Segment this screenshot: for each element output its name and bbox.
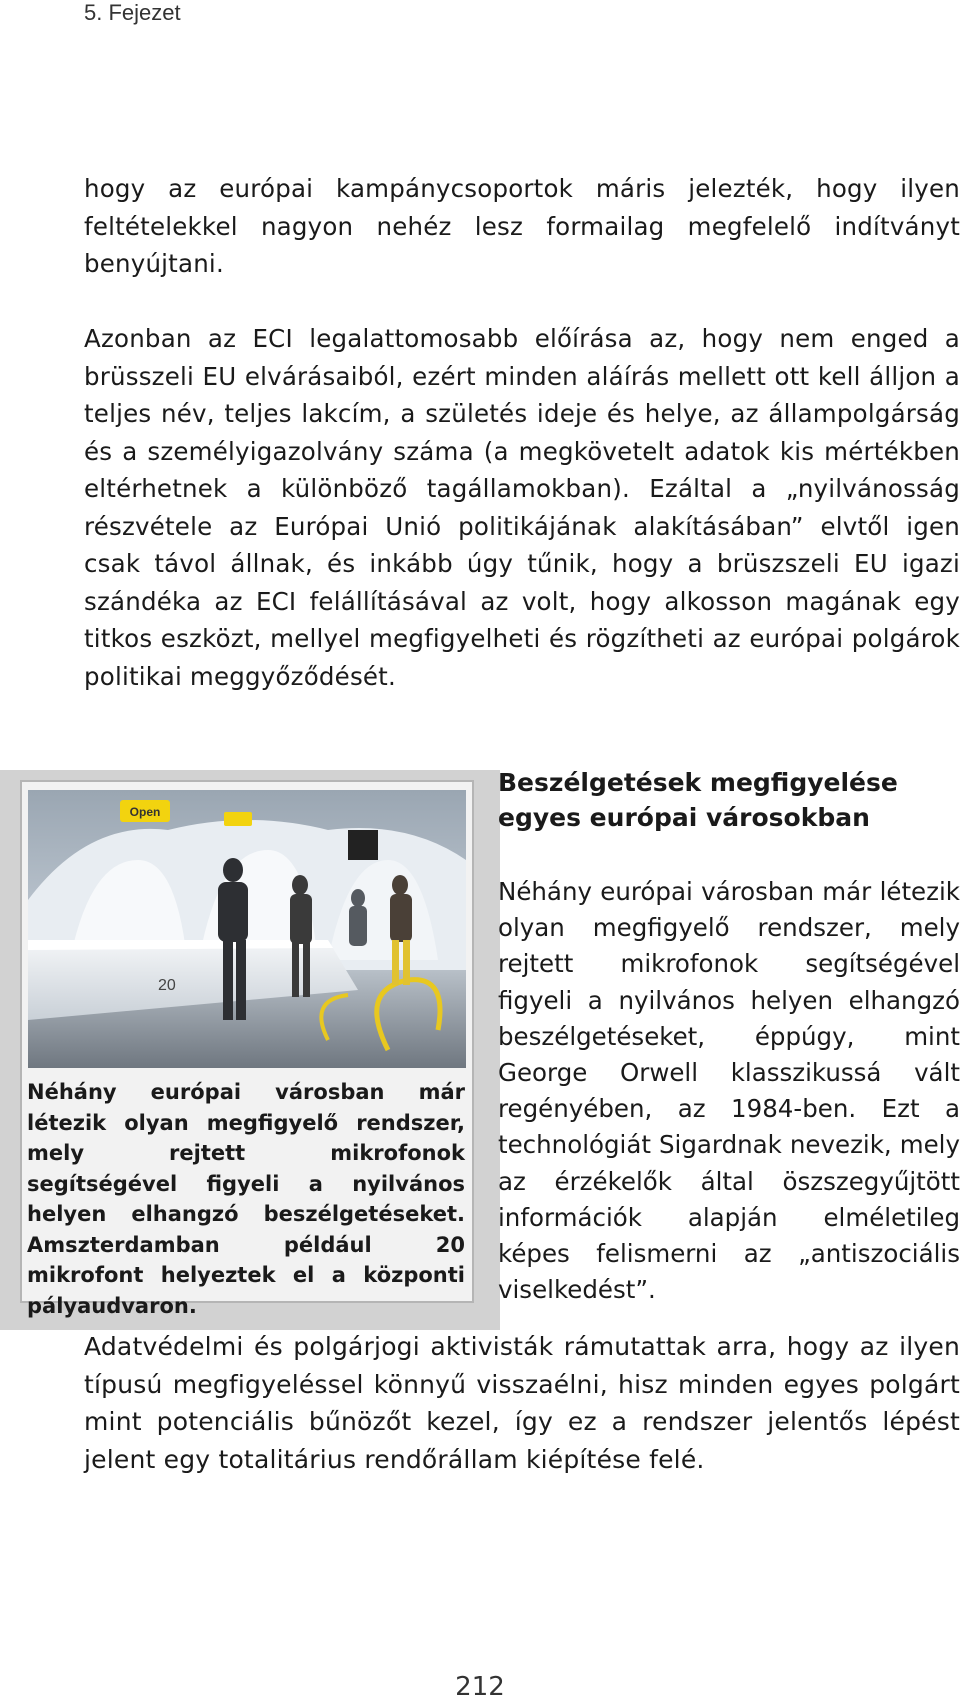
figure-box <box>20 780 474 1318</box>
body-paragraph-2: Azonban az ECI legalattomosabb előírása az, hogy nem enged a brüsszeli EU elvárásaiból, ezért minden aláírás mellett ott kell álljon a teljes név, teljes lakcím, a születés ideje és helye, az állampolgárság és a személyigazolvány száma (a megkövetelt adatok kis mértékben eltérhetnek a különböző tagállamokban). Ezáltal a „nyilvánosság részvétele az Európai Unió politikájának alakításában” elvtől igen csak távol állnak, és inkább úgy tűnik, hogy a brüszszeli EU igazi szándéka az ECI felállításával az volt, hogy alkosson magának egy titkos eszközt, mellyel megfigyelheti és rögzítheti az európai polgárok politikai meggyőződését. <box>84 324 960 691</box>
sidebar-heading: Beszélgetések megfigyelése egyes európai városokban <box>498 768 898 832</box>
open-sign <box>120 800 170 822</box>
body-paragraph-3: Adatvédelmi és polgárjogi aktivisták rámutattak arra, hogy az ilyen típusú megfigyeléssel könnyű visszaélni, hisz minden egyes polgárt mint potenciális bűnözőt kezel, így ez a rendszer jelentős lépést jelent egy totalitárius rendőrállam kiépítése felé. <box>84 1332 960 1474</box>
svg-text:Open: Open <box>129 805 161 819</box>
chapter-header: 5. Fejezet <box>84 0 181 25</box>
sidebar-text: Néhány európai városban már létezik olyan megfigyelő rendszer, mely rejtett mikrofonok segítségével figyeli a nyilvános helyen elhangzó beszélgetéseket, éppúgy, mint George Orwell klasszikussá vált regényében, az 1984-ben. Ezt a technológiát Sigardnak nevezik, mely az érzékelők által öszszegyűjtött információk alapján elméletileg képes felismerni az „antiszociális viselkedést”. <box>498 877 960 1305</box>
page-number: 212 <box>455 1672 505 1702</box>
photo-monitor <box>348 830 378 860</box>
figure-caption: Néhány európai városban már létezik olyan megfigyelő rendszer, mely rejtett mikrofonok segítségével figyeli a nyilvános helyen elhangzó beszélgetéseket. Amszterdamban például 20 mikrofont helyeztek el a központi pályaudvaron. <box>27 1080 465 1318</box>
body-paragraph-1: hogy az európai kampánycsoportok máris jelezték, hogy ilyen feltételekkel nagyon nehéz lesz formailag megfelelő indítványt benyújtani. <box>84 174 960 278</box>
photo-counter-number: 20 <box>158 977 176 994</box>
station-photo <box>28 790 466 1068</box>
